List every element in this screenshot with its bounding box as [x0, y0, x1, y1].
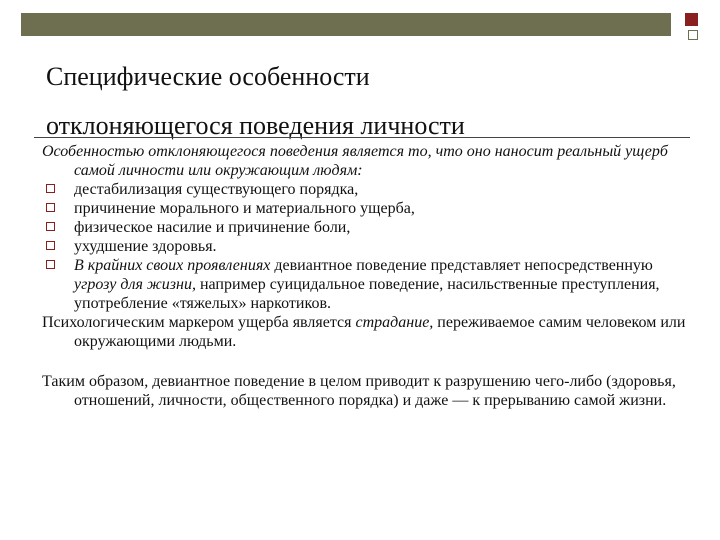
marker-text: переживаемое самим человеком или окружающими людьми.: [74, 314, 686, 350]
bullet-text: дестабилизация существующего порядка,: [74, 181, 359, 198]
hollow-square-icon: [46, 241, 55, 250]
hollow-square-icon: [46, 184, 55, 193]
slide-title: [46, 52, 686, 150]
slide-body: [42, 142, 692, 410]
title-divider: [34, 137, 690, 138]
bullet-text: например суицидальное поведение, насильственные преступления, употребление «тяжелых» наркотиков.: [74, 276, 660, 312]
marker-text-italic: страдание,: [355, 314, 434, 331]
corner-square-icon: [685, 13, 698, 26]
bullet-text-italic: В крайних своих проявлениях: [74, 257, 271, 274]
hollow-square-icon: [46, 222, 55, 231]
bullet-text-italic: угрозу для жизни,: [74, 276, 196, 293]
marker-paragraph: [42, 313, 692, 351]
bullet-text: причинение морального и материального ущерба,: [74, 200, 415, 217]
marker-text: Психологическим маркером ущерба является: [42, 314, 356, 331]
title-line-2: отклоняющегося поведения личности: [46, 111, 465, 140]
bullet-item: [42, 237, 692, 256]
bullet-item: [42, 180, 692, 199]
bullet-item: [42, 256, 692, 313]
header-bar: [21, 13, 671, 36]
intro-paragraph: Особенностью отклоняющегося поведения является то, что оно наносит реальный ущерб самой личности или окружающим людям:: [42, 143, 668, 179]
hollow-square-icon: [46, 203, 55, 212]
bullet-text: девиантное поведение представляет непосредственную: [270, 257, 653, 274]
title-line-1: Специфические особенности: [46, 62, 370, 91]
bullet-text: физическое насилие и причинение боли,: [74, 219, 351, 236]
corner-small-square-icon: [688, 30, 698, 40]
bullet-text: ухудшение здоровья.: [74, 238, 217, 255]
hollow-square-icon: [46, 260, 55, 269]
spacer: [42, 351, 692, 372]
bullet-item: [42, 218, 692, 237]
bullet-item: [42, 199, 692, 218]
conclusion-paragraph: Таким образом, девиантное поведение в целом приводит к разрушению чего-либо (здоровья, отношений, личности, общественного порядка) и даже — к прерыванию самой жизни.: [42, 373, 676, 409]
